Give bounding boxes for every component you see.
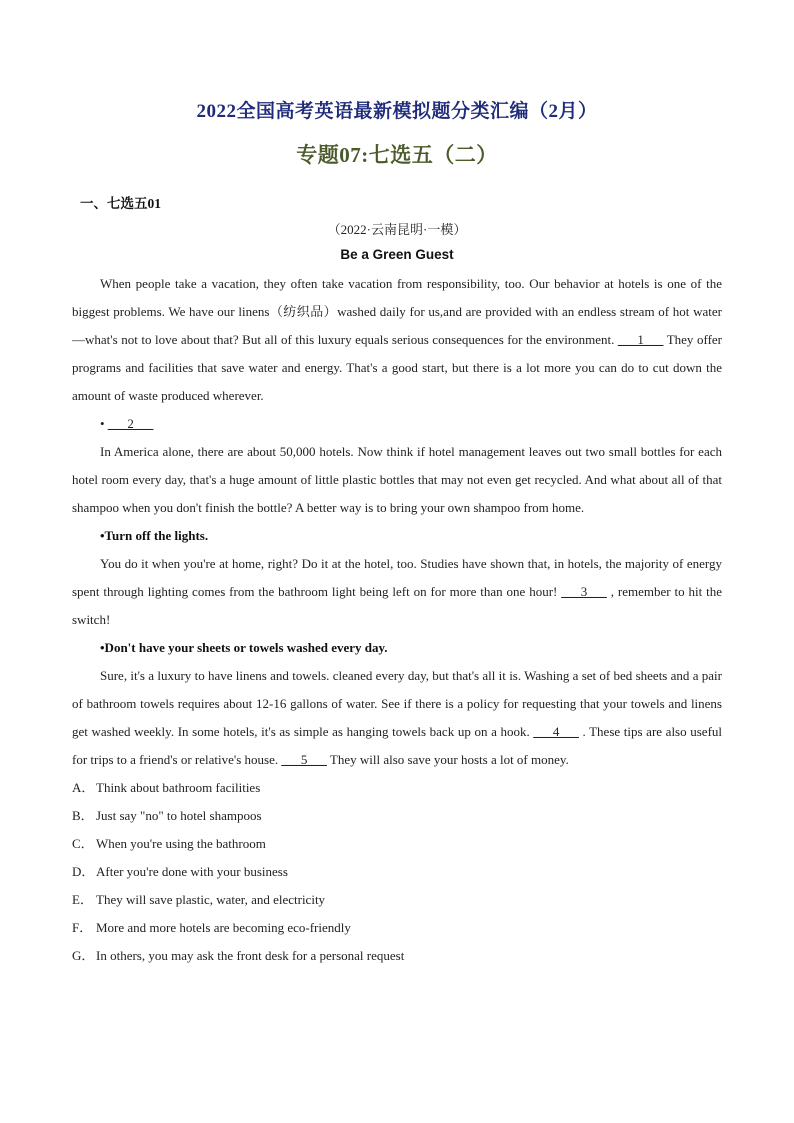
paragraph-4-text-c: They will also save your hosts a lot of money. [326, 752, 569, 767]
paragraph-3-text-b: , remember to hit the switch! [72, 584, 723, 627]
option-f [72, 914, 722, 942]
paragraph-4 [72, 662, 722, 774]
option-text: Just say "no" to hotel shampoos [96, 808, 262, 823]
blank-1: ___1___ [617, 332, 664, 347]
question-source: （2022·云南昆明·一模） [327, 222, 467, 237]
option-letter: E． [72, 892, 93, 907]
paragraph-1 [72, 270, 722, 410]
option-text: They will save plastic, water, and electricity [96, 892, 326, 907]
option-e [72, 886, 722, 914]
option-letter: D． [72, 864, 95, 879]
paragraph-3 [72, 550, 722, 634]
option-b [72, 802, 722, 830]
option-text: After you're done with your business [96, 864, 288, 879]
blank-2: ___2___ [107, 416, 154, 431]
option-letter: C． [72, 836, 94, 851]
option-text: Think about bathroom facilities [96, 780, 261, 795]
option-a [72, 774, 722, 802]
option-text: In others, you may ask the front desk for a personal request [96, 948, 405, 963]
bullet-blank-2 [72, 410, 722, 438]
document-title: 2022全国高考英语最新模拟题分类汇编（2月） [196, 101, 598, 122]
option-g [72, 942, 722, 970]
bullet-marker: • [100, 416, 108, 431]
option-letter: G． [72, 948, 95, 963]
option-letter: B． [72, 808, 94, 823]
heading-sheets-towels: •Don't have your sheets or towels washed every day. [100, 640, 388, 655]
option-text: More and more hotels are becoming eco-friendly [96, 920, 351, 935]
section-label: 一、七选五01 [80, 196, 161, 211]
document-subtitle: 专题07:七选五（二） [296, 143, 498, 167]
paragraph-2: In America alone, there are about 50,000 hotels. Now think if hotel management leaves out two small bottles for each hotel room every day, that's a huge amount of little plastic bottles that may not even get recycled. And what about all of that shampoo when you don't finish the bottle? A better way is to bring your own shampoo from home. [72, 444, 722, 515]
option-d [72, 858, 722, 886]
paragraph-3-text-a: You do it when you're at home, right? Do it at the hotel, too. Studies have shown that, in hotels, the majority of energy spent through lighting comes from the bathroom light being left on for more than one hour! [72, 556, 722, 599]
paragraph-4-text-a: Sure, it's a luxury to have linens and towels. cleaned every day, but that's all it is. Washing a set of bed sheets and a pair of bathroom towels requires about 12-16 gallons of water. See if there is a policy for requesting that your towels and linens get washed weekly. In some hotels, it's as simple as hanging towels back up on a hook. [72, 668, 722, 739]
blank-4: ___4___ [533, 724, 579, 739]
paragraph-1-text-b: They offer programs and facilities that save water and energy. That's a good start, but there is a lot more you can do to cut down the amount of waste produced wherever. [72, 332, 722, 403]
option-letter: F． [72, 920, 93, 935]
heading-turn-off-lights: •Turn off the lights. [100, 528, 209, 543]
paragraph-4-text-b: . These tips are also useful for trips to a friend's or relative's house. [72, 724, 723, 767]
article-body [72, 270, 722, 970]
blank-3: ___3___ [561, 584, 607, 599]
option-c [72, 830, 722, 858]
options-list [72, 774, 722, 970]
article-title: Be a Green Guest [340, 247, 454, 262]
paragraph-1-text-a: When people take a vacation, they often take vacation from responsibility, too. Our behavior at hotels is one of the biggest problems. We have our linens（纺织品）washed daily for us,and are provided with an endless stream of hot water—what's not to love about that? But all of this luxury equals serious consequences for the environment. [72, 276, 722, 347]
option-text: When you're using the bathroom [96, 836, 266, 851]
blank-5: ___5___ [281, 752, 327, 767]
option-letter: A． [72, 780, 95, 795]
